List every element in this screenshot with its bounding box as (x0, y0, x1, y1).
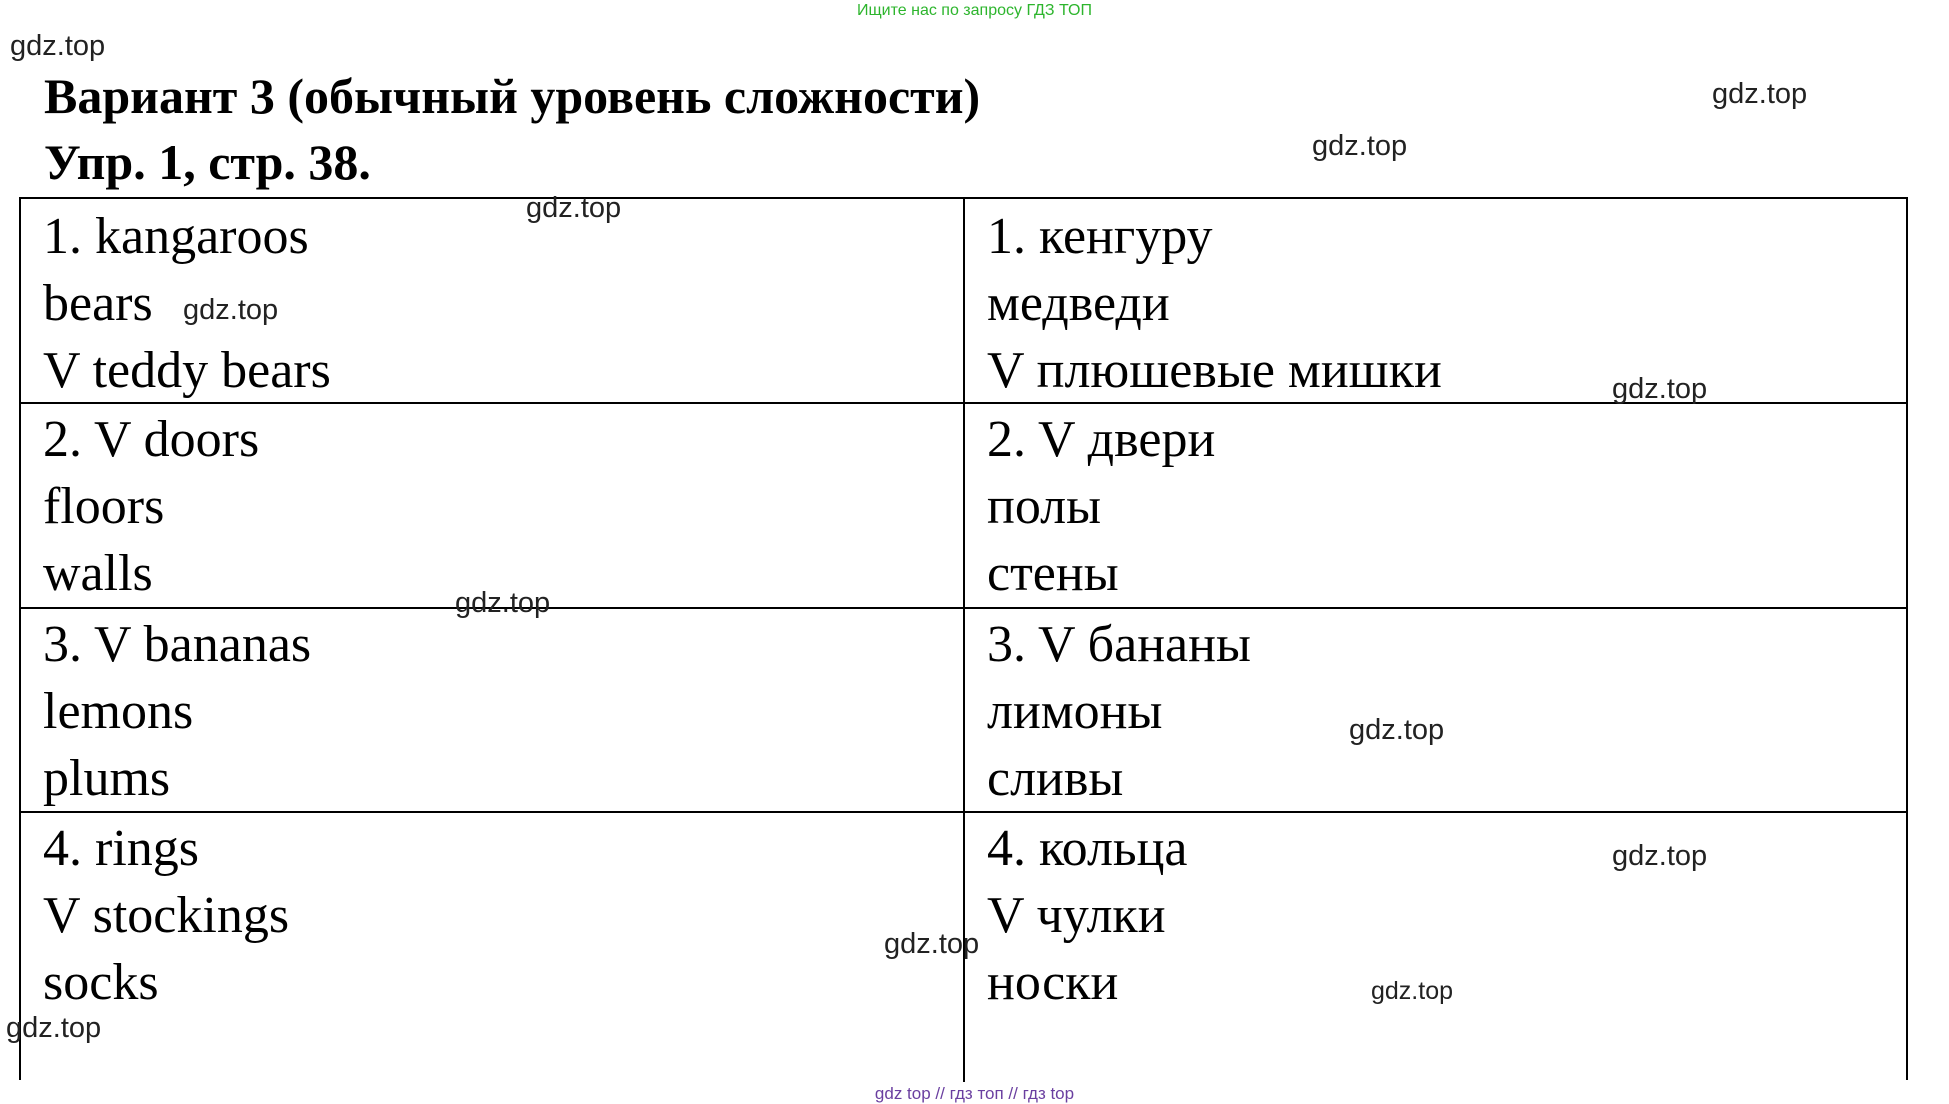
list-item: сливы (987, 750, 1124, 807)
top-banner: Ищите нас по запросу ГДЗ ТОП (857, 2, 1092, 19)
table-row (21, 404, 1906, 609)
exercise-heading: Упр. 1, стр. 38. (44, 134, 371, 190)
watermark: gdz.top (1612, 840, 1708, 872)
list-item: 2. V двери (987, 411, 1216, 468)
watermark: gdz.top (884, 928, 980, 960)
list-item: V плюшевые мишки (987, 342, 1442, 399)
watermark: gdz.top (1612, 373, 1708, 405)
watermark: gdz.top (183, 294, 279, 326)
list-item: 3. V bananas (43, 616, 312, 673)
list-item: лимоны (987, 683, 1163, 740)
list-item: V stockings (43, 887, 290, 944)
russian-cell (965, 199, 1906, 402)
russian-cell (965, 404, 1906, 607)
list-item: 4. кольца (987, 820, 1188, 877)
list-item: socks (43, 954, 159, 1011)
list-item: 4. rings (43, 820, 199, 877)
list-item: медведи (987, 275, 1170, 332)
english-cell (21, 609, 965, 811)
list-item: V teddy bears (43, 342, 331, 399)
watermark: gdz.top (1349, 714, 1445, 746)
watermark: gdz.top (6, 1012, 102, 1044)
list-item: bears (43, 275, 153, 332)
list-item: floors (43, 478, 165, 535)
list-item: 2. V doors (43, 411, 260, 468)
variant-heading: Вариант 3 (обычный уровень сложности) (44, 68, 981, 124)
watermark: gdz.top (455, 587, 551, 619)
watermark: gdz.top (526, 192, 622, 224)
russian-cell (965, 609, 1906, 811)
list-item: 3. V бананы (987, 616, 1251, 673)
watermark: gdz.top (10, 30, 106, 62)
english-cell (21, 404, 965, 607)
english-cell (21, 813, 965, 1082)
list-item: V чулки (987, 887, 1166, 944)
footer-links[interactable]: gdz top // гдз топ // гдз top (874, 1084, 1075, 1103)
list-item: 1. kangaroos (43, 208, 309, 265)
list-item: walls (43, 545, 153, 602)
table-row (21, 609, 1906, 813)
watermark: gdz.top (1712, 78, 1808, 110)
watermark: gdz.top (1371, 977, 1454, 1005)
list-item: носки (987, 954, 1119, 1011)
list-item: 1. кенгуру (987, 208, 1213, 265)
watermark: gdz.top (1312, 130, 1408, 162)
russian-cell (965, 813, 1906, 1082)
list-item: стены (987, 545, 1119, 602)
list-item: plums (43, 750, 171, 807)
list-item: lemons (43, 683, 194, 740)
list-item: полы (987, 478, 1102, 535)
english-cell (21, 199, 965, 402)
